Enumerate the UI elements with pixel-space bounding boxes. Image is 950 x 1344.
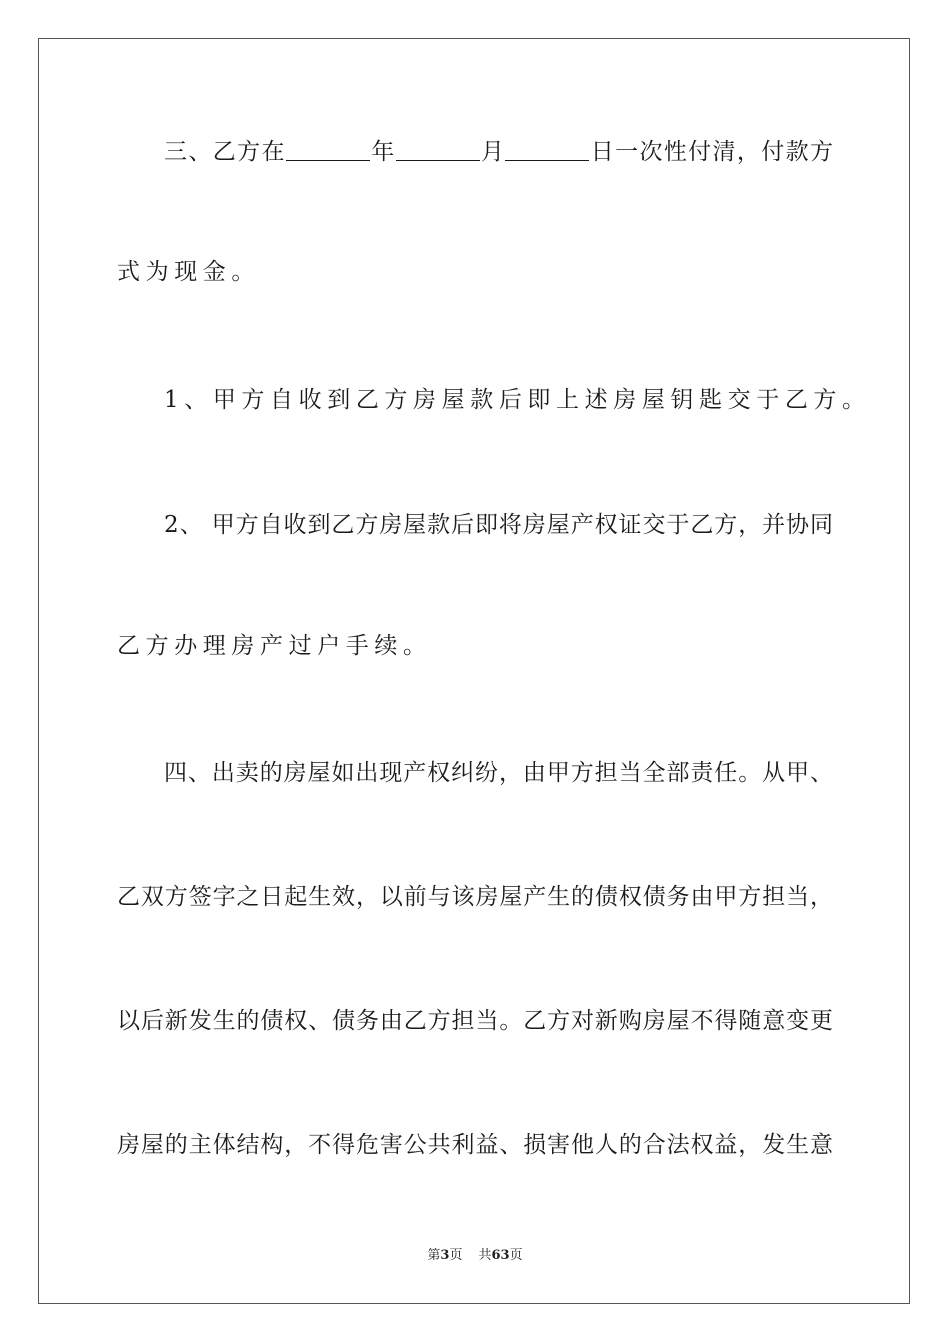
- clause-3-line-1: [164, 137, 833, 167]
- page-footer: [0, 1247, 950, 1265]
- total-suffix: 页: [509, 1248, 523, 1263]
- item-2-line-2: 乙方办理房产过户手续。: [117, 633, 432, 659]
- year-blank: [286, 138, 370, 161]
- page-border: [38, 38, 910, 1304]
- clause-4-line-2: 乙双方签字之日起生效，以前与该房屋产生的债权债务由甲方担当，: [117, 884, 833, 910]
- clause-4-line-4: 房屋的主体结构，不得危害公共利益、损害他人的合法权益，发生意: [117, 1132, 833, 1158]
- clause-4-line-3: 以后新发生的债权、债务由乙方担当。乙方对新购房屋不得随意变更: [117, 1008, 833, 1034]
- item-2-line-1: 2、 甲方自收到乙方房屋款后即将房屋产权证交于乙方，并协同: [164, 512, 833, 538]
- page-prefix: 第: [427, 1248, 441, 1263]
- day-blank: [505, 138, 589, 161]
- clause-3-line-2: 式为现金。: [117, 259, 260, 285]
- month-blank: [396, 138, 480, 161]
- clause-3-prefix: 三、乙方在: [164, 139, 286, 165]
- total-prefix: 共: [478, 1248, 492, 1263]
- page-suffix: 页: [449, 1248, 463, 1263]
- item-1-line: 1、甲方自收到乙方房屋款后即上述房屋钥匙交于乙方。: [164, 387, 871, 413]
- clause-3-day-rest: 日一次性付清，付款方: [589, 139, 834, 165]
- page-number: 3: [440, 1248, 450, 1263]
- total-pages: 63: [491, 1248, 510, 1263]
- clause-4-line-1: 四、出卖的房屋如出现产权纠纷，由甲方担当全部责任。从甲、: [164, 760, 833, 786]
- clause-3-month: 月: [479, 139, 506, 165]
- clause-3-year: 年: [369, 139, 396, 165]
